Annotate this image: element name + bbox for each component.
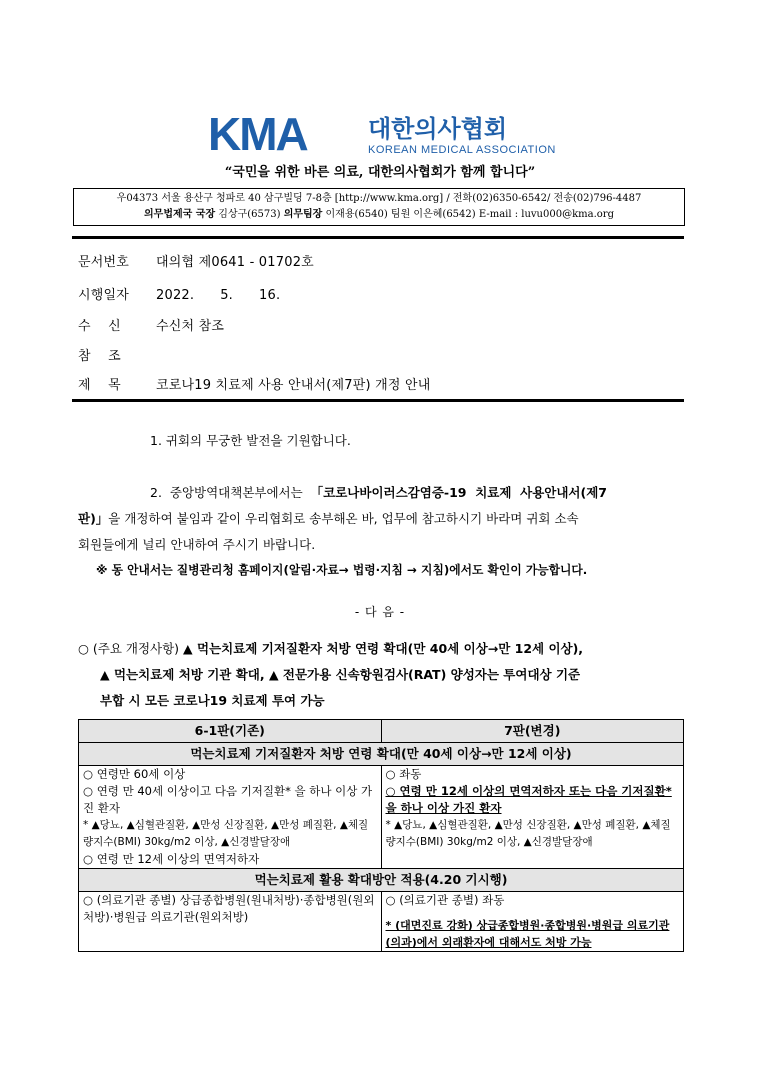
header-divider xyxy=(72,236,684,239)
sec1-old-footnote: * ▲당뇨, ▲심혈관질환, ▲만성 신장질환, ▲만성 폐질환, ▲체질량지수(BMI) 30kg/m2 이상, ▲신경발달장애 xyxy=(83,819,369,848)
address-box xyxy=(73,188,685,226)
recipient-row xyxy=(78,315,224,334)
sec1-old-item-3: ○ 연령 만 12세 이상의 면역저하자 xyxy=(83,852,260,866)
sec1-new-item-2: ○ 연령 만 12세 이상의 면역저하자 또는 다음 기저질환*을 하나 이상 가진 환자 xyxy=(385,784,672,815)
section-2-old-cell xyxy=(79,892,382,952)
subject-label: 제 목 xyxy=(78,378,121,393)
sec2-new-item-1: ○ (의료기관 종별) 좌동 xyxy=(385,893,505,907)
recipient-value: 수신처 참조 xyxy=(156,319,225,334)
contact-1: 김상구(6573) xyxy=(215,209,284,220)
paragraph-2 xyxy=(78,480,688,558)
comparison-table xyxy=(78,719,684,952)
recipient-label: 수 신 xyxy=(78,319,121,334)
paragraph-2-line-2 xyxy=(78,506,688,532)
date-label: 시행일자 xyxy=(78,288,130,303)
p2-start: 2. 중앙방역대책본부에서는 xyxy=(150,485,311,500)
contact-mid: 의무팀장 xyxy=(283,209,323,220)
date-row xyxy=(78,284,280,303)
slogan: “국민을 위한 바른 의료, 대한의사협회가 함께 합니다” xyxy=(224,165,536,180)
summary-line-2: ▲ 먹는치료제 처방 기관 확대, ▲ 전문가용 신속항원검사(RAT) 양성자는 투여대상 기준 xyxy=(100,667,581,682)
section-1-old-cell xyxy=(79,766,382,869)
date-value: 2022. 5. 16. xyxy=(156,288,281,303)
sec2-old-item-1: ○ (의료기관 종별) 상급종합병원(원내처방)·종합병원(원외처방)·병원급 의료기관(원외처방) xyxy=(83,893,375,924)
subject-row xyxy=(78,374,431,393)
paragraph-2-line-1 xyxy=(78,480,688,506)
divider-label: - 다 음 - xyxy=(354,605,406,619)
summary-plain: ○ (주요 개정사항) xyxy=(78,641,184,656)
p2-bold: 「코로나바이러스감염증-19 치료제 사용안내서(제7 xyxy=(310,485,607,500)
section-2-title: 먹는치료제 활용 확대방안 적용(4.20 기시행) xyxy=(79,869,684,892)
summary-line-1 xyxy=(78,636,690,662)
address-line: 우04373 서울 용산구 청파로 40 삼구빌딩 7-8층 [http://www.kma.org] / 전화(02)6350-6542/ 전송(02)796-4487 xyxy=(116,193,642,204)
doc-number-label: 문서번호 xyxy=(78,255,130,270)
sec2-new-footnote: * (대면진료 강화) 상급종합병원·종합병원·병원급 의료기관(의과)에서 외래환자에 대해서도 처방 가능 xyxy=(385,919,670,949)
reference-row xyxy=(78,345,156,364)
subject-value: 코로나19 치료제 사용 안내서(제7판) 개정 안내 xyxy=(156,378,431,393)
sec1-new-footnote: * ▲당뇨, ▲심혈관질환, ▲만성 신장질환, ▲만성 폐질환, ▲체질량지수(BMI) 30kg/m2 이상, ▲신경발달장애 xyxy=(385,819,671,848)
sec1-old-item-2: ○ 연령 만 40세 이상이고 다음 기저질환* 을 하나 이상 가진 환자 xyxy=(83,784,373,815)
sec1-old-item-1: ○ 연령만 60세 이상 xyxy=(83,767,186,781)
notice-note: ※ 동 안내서는 질병관리청 홈페이지(알림·자료→ 법령·지침 → 지침)에서도 확인이 가능합니다. xyxy=(96,563,588,577)
p2-rest: 을 개정하여 붙임과 같이 우리협회로 송부해온 바, 업무에 참고하시기 바라며 귀회 소속 xyxy=(108,511,579,526)
summary-bold: ▲ 먹는치료제 기저질환자 처방 연령 확대(만 40세 이상→만 12세 이상), xyxy=(183,641,584,656)
kma-logo xyxy=(208,112,558,160)
section-2-new-cell xyxy=(381,892,684,952)
logo-org-name-ko: 대한의사협회 xyxy=(368,116,508,143)
logo-org-name-en: KOREAN MEDICAL ASSOCIATION xyxy=(368,144,556,156)
doc-number-value: 대의협 제0641 - 01702호 xyxy=(156,255,314,270)
contact-line xyxy=(74,207,684,223)
paragraph-2-line-3: 회원들에게 널리 안내하여 주시기 바랍니다. xyxy=(78,537,316,552)
logo-kma-text: KMA xyxy=(208,112,307,160)
contact-prefix: 의무법제국 국장 xyxy=(144,209,216,220)
summary-line-3: 부합 시 모든 코로나19 치료제 투여 가능 xyxy=(100,693,325,708)
meta-divider xyxy=(72,399,684,402)
col-old-header: 6-1판(기존) xyxy=(79,720,382,743)
paragraph-1: 1. 귀회의 무궁한 발전을 기원합니다. xyxy=(150,433,351,448)
section-1-title: 먹는치료제 기저질환자 처방 연령 확대(만 40세 이상→만 12세 이상) xyxy=(79,743,684,766)
contact-2: 이재용(6540) 팀원 이은혜(6542) E-mail : luvu000@kma.org xyxy=(322,209,614,220)
reference-label: 참 조 xyxy=(78,349,121,364)
p2-bold-2: 판)」 xyxy=(78,511,109,526)
doc-number-row xyxy=(78,251,314,270)
section-1-new-cell xyxy=(381,766,684,869)
col-new-header: 7판(변경) xyxy=(381,720,684,743)
summary-block xyxy=(78,636,690,714)
sec1-new-item-1: ○ 좌동 xyxy=(385,767,422,781)
